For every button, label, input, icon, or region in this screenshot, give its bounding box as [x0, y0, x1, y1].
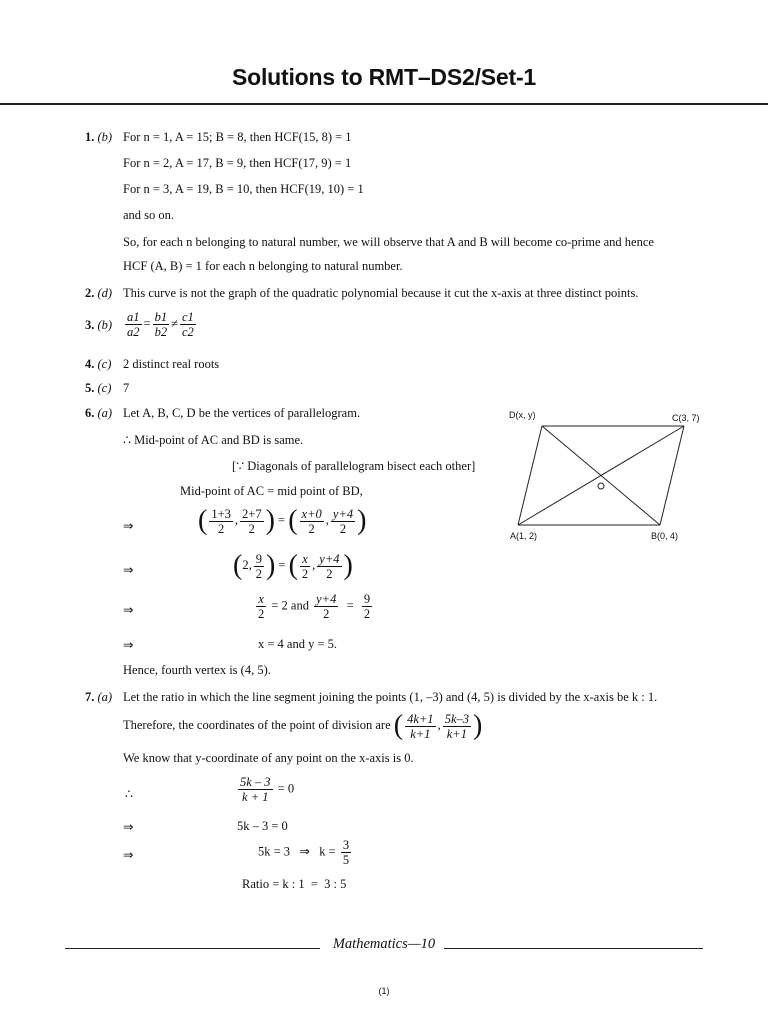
q4-number: 4. (c) [85, 357, 112, 371]
q6-line-3: [∵ Diagonals of parallelogram bisect each other] [232, 459, 476, 473]
q2-text: This curve is not the graph of the quadratic polynomial because it cut the x-axis at three distinct points. [123, 286, 639, 300]
implies-symbol: ⇒ [123, 563, 134, 577]
q3-ratio-expression: $\frac{a1}{a2}$ = $\frac{b1}{b2}$ ≠ $\frac{c1}{c2}$ [127, 310, 194, 339]
q5-number: 5. (c) [85, 381, 112, 395]
q7-line-3: We know that y-coordinate of any point on the x-axis is 0. [123, 751, 414, 765]
q1-line-2: For n = 2, A = 17, B = 9, then HCF(17, 9) = 1 [123, 156, 352, 170]
q7-equation-1: $\frac{5k - 3}{k + 1}$ = 0 [240, 775, 295, 804]
q6-equation-3: $\frac{x}{2}$ = 2 and $\frac{y+4}{2}$ = $\frac{9}{2}$ [258, 592, 371, 621]
footer-subject: Mathematics—10 [332, 936, 436, 952]
q6-number: 6. (a) [85, 406, 113, 420]
q4-text: 2 distinct real roots [123, 357, 220, 371]
midpoint-o [598, 483, 604, 489]
q7-equation-3: 5k = 3 ⇒ k = $\frac{3}{5}$ [258, 838, 350, 867]
q6-equation-4: x = 4 and y = 5. [258, 637, 338, 651]
q7-line-1: Let the ratio in which the line segment joining the points (1, –3) and (4, 5) is divided by the x-axis be k : 1. [123, 690, 658, 704]
q1-line-6: HCF (A, B) = 1 for each n belonging to natural number. [123, 259, 403, 273]
label-b: B(0, 4) [651, 531, 679, 541]
implies-symbol: ⇒ [123, 820, 134, 834]
q1-line-3: For n = 3, A = 19, B = 10, then HCF(19, 10) = 1 [123, 182, 364, 196]
label-c: C(3, 7) [672, 413, 700, 423]
q1-line-5: So, for each n belonging to natural number, we will observe that A and B will become co-prime and hence [123, 235, 654, 249]
q7-number: 7. (a) [85, 690, 113, 704]
label-d: D(x, y) [509, 410, 536, 420]
page-number: (1) [378, 986, 390, 996]
implies-symbol: ⇒ [123, 848, 134, 862]
q1-line-1: For n = 1, A = 15; B = 8, then HCF(15, 8) = 1 [123, 130, 352, 144]
q1-line-4: and so on. [123, 208, 175, 222]
side-cb [660, 426, 684, 525]
q6-line-2: ∴ Mid-point of AC and BD is same. [123, 433, 304, 447]
q6-line-1: Let A, B, C, D be the vertices of parallelogram. [123, 406, 361, 420]
q7-line-2: Therefore, the coordinates of the point of division are ( $\frac{4k+1}{k+1}$ , $\frac{5k-3}{k+1}$ ) [123, 710, 483, 741]
q7-equation-2: 5k – 3 = 0 [237, 819, 288, 833]
implies-symbol: ⇒ [123, 519, 134, 533]
q5-text: 7 [123, 381, 130, 395]
q6-conclusion: Hence, fourth vertex is (4, 5). [123, 663, 271, 677]
implies-symbol: ⇒ [123, 603, 134, 617]
diagonal-ac [518, 426, 684, 525]
q6-line-4: Mid-point of AC = mid point of BD, [180, 484, 363, 498]
q6-equation-2: (2, $\frac{9}{2}$ ) = ( $\frac{x}{2}$ , $\frac{y+4}{2}$ ) [233, 550, 353, 581]
therefore-symbol: ∴ [125, 787, 133, 801]
q7-ratio: Ratio = k : 1 = 3 : 5 [242, 877, 347, 891]
side-da [518, 426, 542, 525]
title-rule [0, 103, 768, 105]
q2-number: 2. (d) [85, 286, 113, 300]
footer-rule-right [444, 948, 703, 949]
label-a: A(1, 2) [510, 531, 538, 541]
parallelogram-diagram [500, 404, 720, 554]
q3-number: 3. (b) [85, 318, 113, 332]
page-title: Solutions to RMT–DS2/Set-1 [231, 64, 537, 90]
q1-number: 1. (b) [85, 130, 113, 144]
q6-equation-1: ( $\frac{1+3}{2}$ , $\frac{2+7}{2}$ ) = ( $\frac{x+0}{2}$ , $\frac{y+4}{2}$ ) [198, 505, 367, 536]
implies-symbol: ⇒ [123, 638, 134, 652]
